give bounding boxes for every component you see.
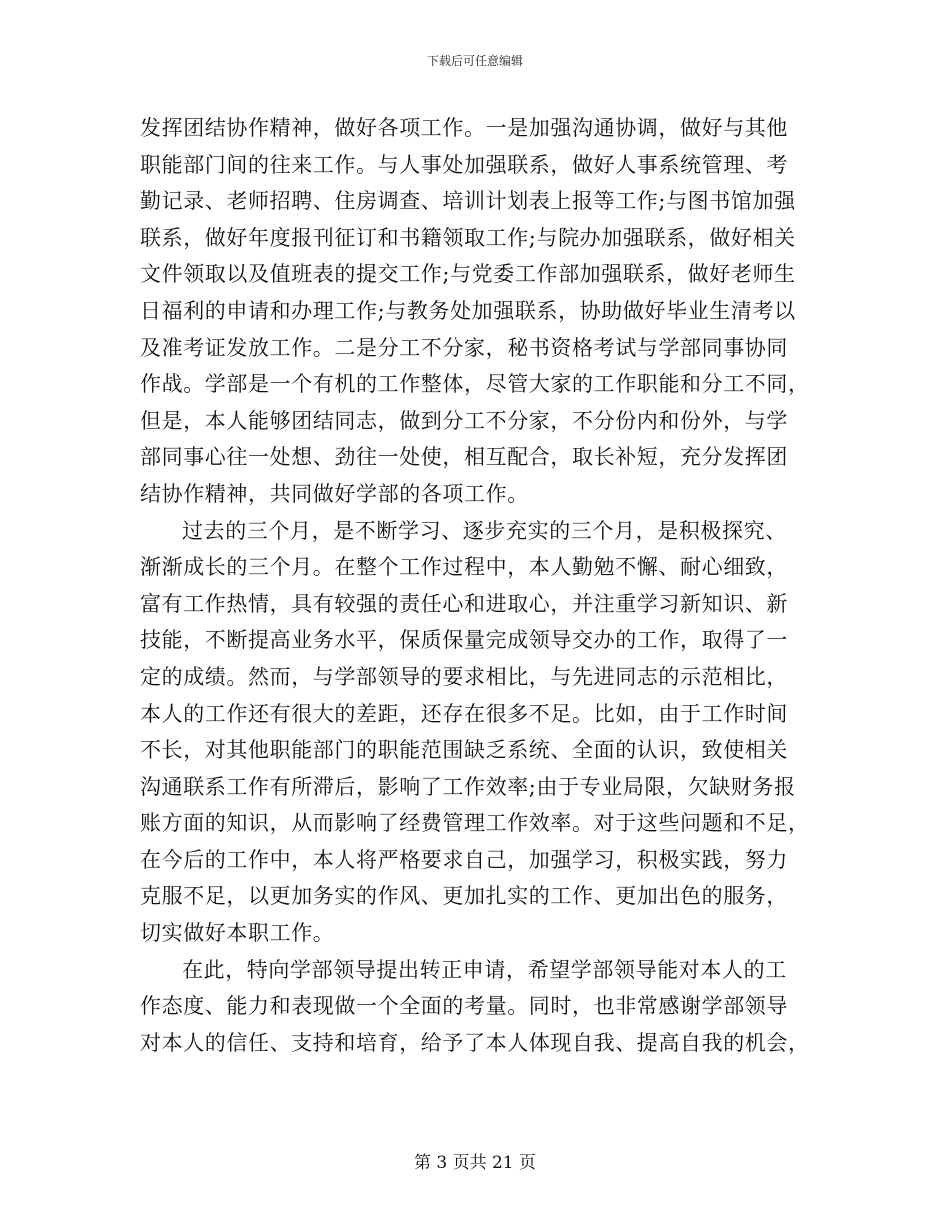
text-line: 技能，不断提高业务水平，保质保量完成领导交办的工作，取得了一	[140, 628, 788, 653]
page-number: 第 3 页共 21 页	[413, 1153, 537, 1173]
text-line: 勤记录、老师招聘、住房调查、培训计划表上报等工作;与图书馆加强	[140, 189, 796, 214]
text-line: 定的成绩。然而，与学部领导的要求相比，与先进同志的示范相比，	[140, 664, 788, 689]
text-line: 本人的工作还有很大的差距，还存在很多不足。比如，由于工作时间	[140, 701, 788, 726]
text-line: 作态度、能力和表现做一个全面的考量。同时，也非常感谢学部领导	[140, 994, 788, 1019]
paragraph-start-line: 在此，特向学部领导提出转正申请，希望学部领导能对本人的工	[182, 957, 787, 982]
text-line: 账方面的知识，从而影响了经费管理工作效率。对于这些问题和不足，	[140, 811, 810, 836]
page-header: 下载后可任意编辑	[426, 54, 523, 68]
text-line: 联系，做好年度报刊征订和书籍领取工作;与院办加强联系，做好相关	[140, 225, 796, 250]
text-line: 发挥团结协作精神，做好各项工作。一是加强沟通协调，做好与其他	[140, 116, 788, 140]
text-line: 但是，本人能够团结同志，做到分工不分家，不分份内和份外，与学	[140, 408, 788, 433]
text-line: 结协作精神，共同做好学部的各项工作。	[140, 481, 529, 506]
text-line: 及准考证发放工作。二是分工不分家，秘书资格考试与学部同事协同	[140, 335, 788, 360]
document-body	[140, 110, 810, 1061]
paragraph-start-line: 过去的三个月，是不断学习、逐步充实的三个月，是积极探究、	[182, 518, 787, 543]
text-line: 日福利的申请和办理工作;与教务处加强联系，协助做好毕业生清考以	[140, 298, 796, 323]
text-line: 在今后的工作中，本人将严格要求自己，加强学习，积极实践，努力	[140, 847, 788, 872]
text-line: 克服不足，以更加务实的作风、更加扎实的工作、更加出色的服务，	[140, 884, 788, 909]
text-line: 渐渐成长的三个月。在整个工作过程中，本人勤勉不懈、耐心细致，	[140, 555, 788, 580]
text-line: 作战。学部是一个有机的工作整体，尽管大家的工作职能和分工不同，	[140, 372, 810, 397]
text-line: 沟通联系工作有所滞后，影响了工作效率;由于专业局限，欠缺财务报	[140, 774, 796, 799]
text-line: 切实做好本职工作。	[140, 921, 335, 946]
text-line: 文件领取以及值班表的提交工作;与党委工作部加强联系，做好老师生	[140, 262, 796, 287]
text-line: 对本人的信任、支持和培育，给予了本人体现自我、提高自我的机会，	[140, 1030, 810, 1055]
text-line: 富有工作热情，具有较强的责任心和进取心，并注重学习新知识、新	[140, 591, 788, 616]
text-line: 职能部门间的往来工作。与人事处加强联系，做好人事系统管理、考	[140, 152, 788, 177]
text-line: 部同事心往一处想、劲往一处使，相互配合，取长补短，充分发挥团	[140, 445, 788, 470]
text-line: 不长，对其他职能部门的职能范围缺乏系统、全面的认识，致使相关	[140, 738, 788, 763]
